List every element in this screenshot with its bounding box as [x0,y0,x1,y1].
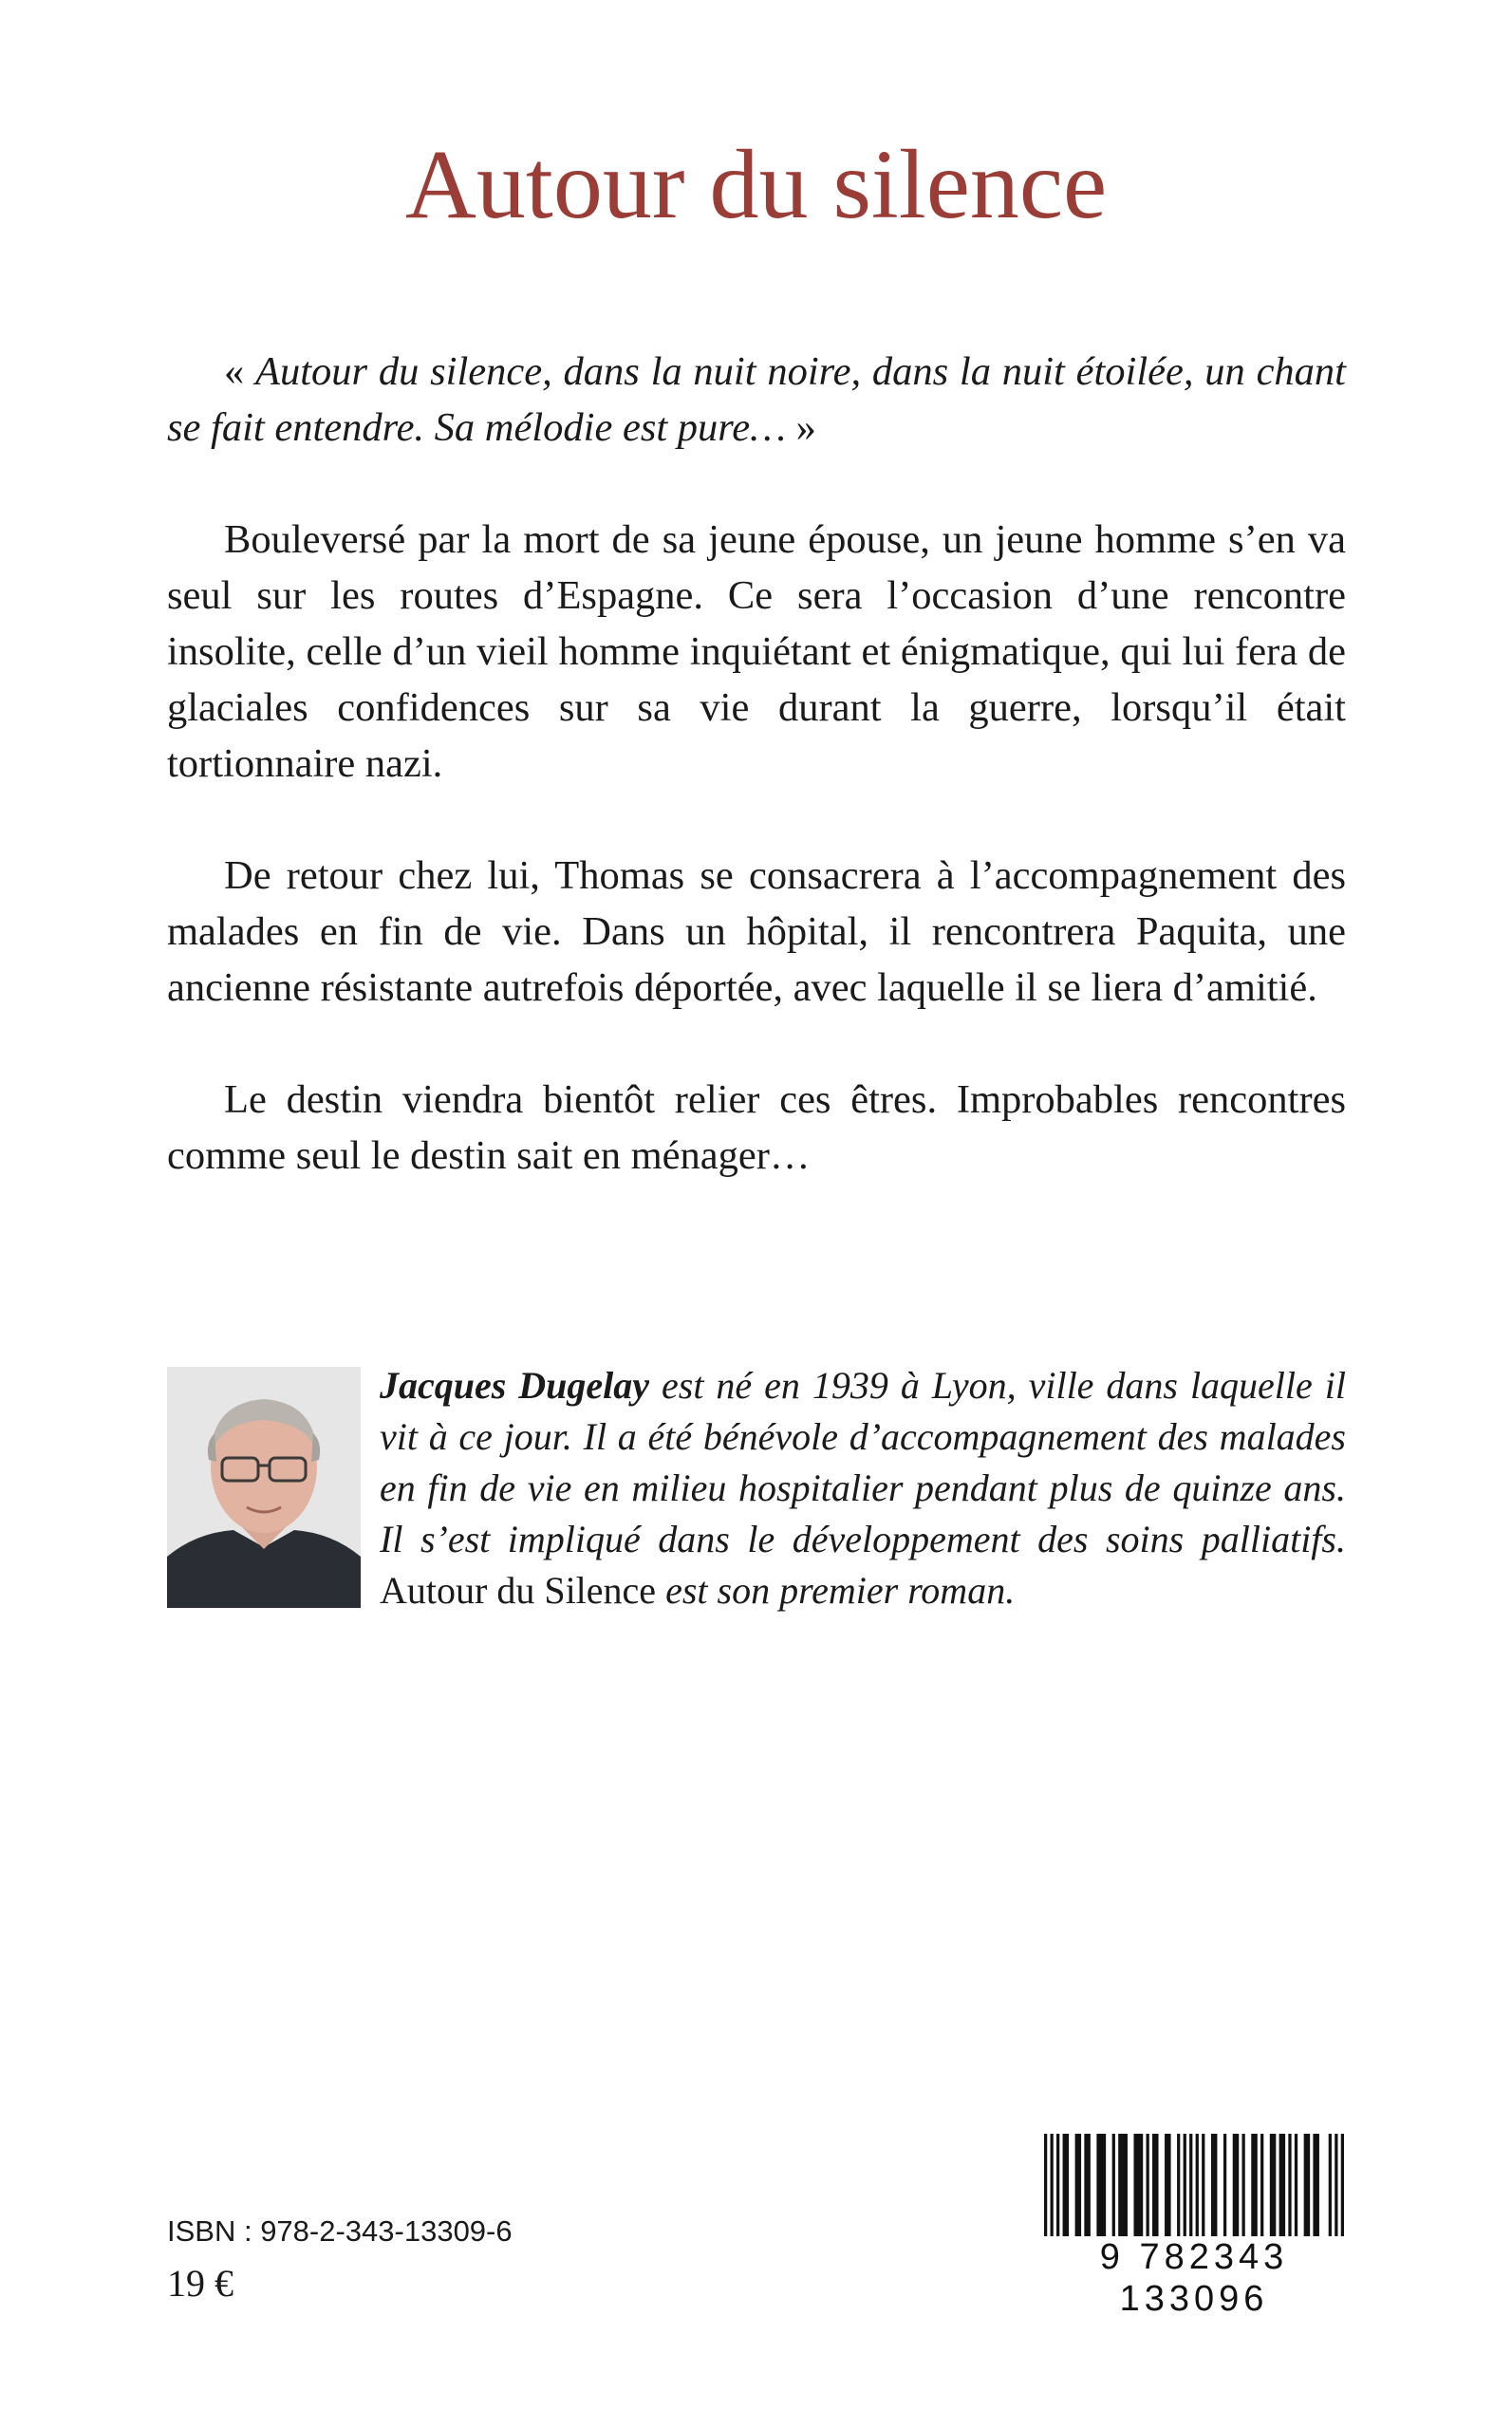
synopsis-paragraph-1: Bouleversé par la mort de sa jeune épouse, un jeune homme s’en va seul sur les routes d’Espagne. Ce sera l’occasion d’une rencontre insolite, celle d’un vieil homme inquiétant et énigmatique, qui lui fera de glaciales confidences sur sa vie durant la guerre, lorsqu’il était tortionnaire nazi. [167,517,1346,786]
author-name: Jacques Dugelay [380,1364,650,1407]
synopsis-paragraph-3: Le destin viendra bientôt relier ces êtres. Improbables rencontres comme seul le destin sait en ménager… [167,1077,1346,1178]
opening-quote [167,344,1346,456]
quote-text: Autour du silence, dans la nuit noire, dans la nuit étoilée, un chant se fait entendre. Sa mélodie est pure… [167,349,1346,450]
price: 19 € [167,2262,233,2305]
book-title: Autour du silence [404,130,1108,239]
barcode-digits: 9 782343 133096 [1040,2236,1348,2320]
author-photo [167,1367,361,1608]
isbn: ISBN : 978-2-343-13309-6 [167,2214,513,2248]
quote-open-mark: « [224,349,256,394]
author-bio-text-2: est son premier roman. [656,1569,1016,1612]
author-portrait-illustration [167,1367,361,1608]
author-bio-book-title: Autour du Silence [380,1569,657,1612]
back-cover-blurb [167,344,1346,1240]
quote-close-mark: » [795,405,816,450]
synopsis-paragraph-2: De retour chez lui, Thomas se consacrera à l’accompagnement des malades en fin de vie. Dans un hôpital, il rencontrera Paquita, une ancienne résistante autrefois déportée, avec laquelle il se liera d’amitié. [167,853,1346,1010]
author-bio [380,1360,1346,1616]
author-bio-text-1: est né en 1939 à Lyon, ville dans laquelle il vit à ce jour. Il a été bénévole d’accompagnement des malades en fin de vie en milieu hospitalier pendant plus de quinze ans. Il s’est impliqué dans le développement des soins palliatifs. [380,1364,1346,1560]
